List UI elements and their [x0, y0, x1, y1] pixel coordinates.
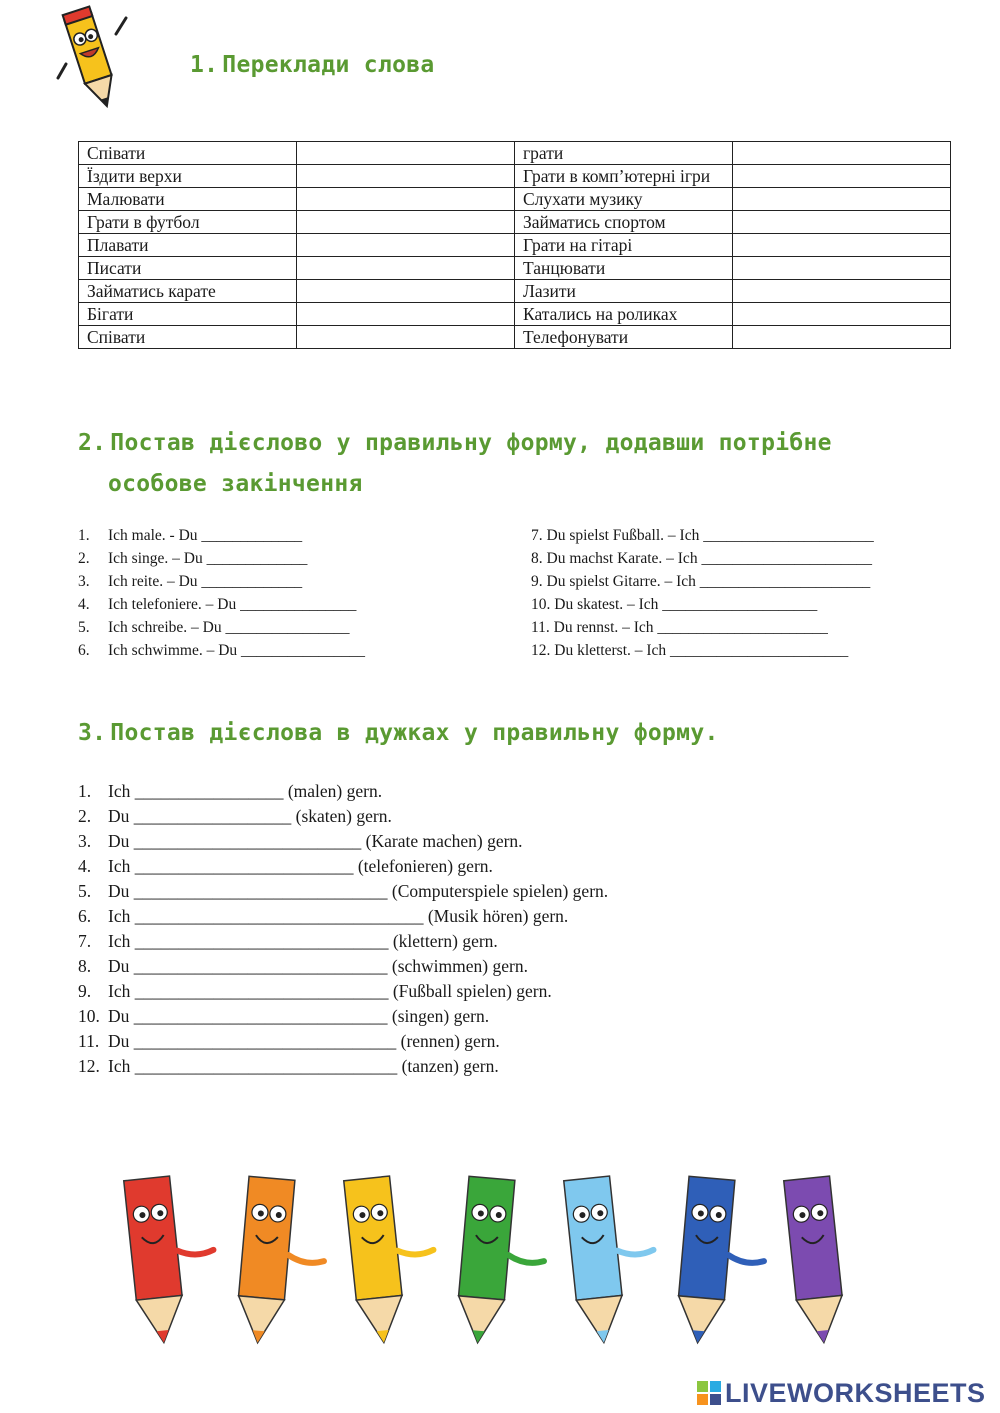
word-cell: Катались на роликах	[515, 303, 733, 326]
pencil-characters-illustration	[100, 1158, 870, 1353]
item-text: 12. Du kletterst. – Ich _______________________	[531, 642, 849, 659]
item-text: Ich ______________________________ (tanzen) gern.	[108, 1056, 499, 1076]
exercise-item[interactable]	[78, 1004, 608, 1029]
section-3-heading: 3. Постав дієслова в дужках у правильну форму.	[78, 720, 719, 746]
translation-answer-cell[interactable]	[733, 142, 951, 165]
liveworksheets-logo-icon	[697, 1381, 721, 1405]
exercise-item[interactable]	[531, 616, 874, 639]
word-cell: Лазити	[515, 280, 733, 303]
item-text: Ich _________________________________ (Musik hören) gern.	[108, 906, 569, 926]
word-cell: Грати в футбол	[79, 211, 297, 234]
item-number: 5.	[78, 881, 92, 901]
item-number: 6.	[78, 906, 92, 926]
item-text: Ich schwimme. – Du ________________	[108, 642, 366, 659]
exercise-item[interactable]	[78, 879, 608, 904]
translation-answer-cell[interactable]	[297, 257, 515, 280]
exercise-item[interactable]	[78, 779, 608, 804]
item-number: 12.	[78, 1056, 100, 1076]
translation-answer-cell[interactable]	[733, 165, 951, 188]
item-number: 3.	[78, 831, 92, 851]
pencil-mascot-icon	[56, 4, 130, 116]
item-text: 9. Du spielst Gitarre. – Ich ______________________	[531, 573, 871, 590]
item-text: Du __________________ (skaten) gern.	[108, 806, 392, 826]
liveworksheets-brand[interactable]	[697, 1378, 986, 1408]
item-text: Ich _________________ (malen) gern.	[108, 781, 383, 801]
translation-answer-cell[interactable]	[297, 280, 515, 303]
exercise-item[interactable]	[78, 524, 365, 547]
table-row	[79, 280, 951, 303]
item-number: 8.	[78, 956, 92, 976]
pencil-character	[675, 1176, 771, 1348]
table-row	[79, 165, 951, 188]
pencil-character	[344, 1172, 443, 1345]
translation-answer-cell[interactable]	[297, 326, 515, 349]
brand-name: LIVEWORKSHEETS	[725, 1377, 986, 1408]
table-row	[79, 142, 951, 165]
item-number: 10.	[78, 1006, 100, 1026]
pencil-character	[235, 1176, 331, 1348]
exercise-item[interactable]	[531, 524, 874, 547]
exercise-item[interactable]	[531, 547, 874, 570]
exercise-item[interactable]	[78, 639, 365, 662]
item-text: Ich telefoniere. – Du _______________	[108, 596, 357, 613]
exercise-3-list	[78, 779, 608, 1079]
exercise-item[interactable]	[78, 904, 608, 929]
item-text: 8. Du machst Karate. – Ich ______________________	[531, 550, 872, 567]
translation-answer-cell[interactable]	[733, 326, 951, 349]
exercise-item[interactable]	[78, 1054, 608, 1079]
word-cell: Займатись спортом	[515, 211, 733, 234]
exercise-item[interactable]	[78, 593, 365, 616]
word-cell: Телефонувати	[515, 326, 733, 349]
translation-answer-cell[interactable]	[733, 211, 951, 234]
item-number: 2.	[78, 806, 92, 826]
translation-answer-cell[interactable]	[297, 303, 515, 326]
pencil-character	[124, 1172, 223, 1345]
exercise-2-right-list	[531, 524, 874, 662]
translation-answer-cell[interactable]	[297, 188, 515, 211]
exercise-item[interactable]	[78, 829, 608, 854]
item-text: Du _____________________________ (singen) gern.	[108, 1006, 490, 1026]
exercise-2-left-list	[78, 524, 365, 662]
item-number: 7.	[78, 931, 92, 951]
table-row	[79, 188, 951, 211]
word-cell: Грати на гітарі	[515, 234, 733, 257]
item-number: 1.	[78, 781, 92, 801]
translation-answer-cell[interactable]	[733, 188, 951, 211]
item-text: Du _____________________________ (schwimmen) gern.	[108, 956, 528, 976]
item-number: 9.	[78, 981, 92, 1001]
exercise-item[interactable]	[78, 979, 608, 1004]
vocabulary-table	[78, 141, 951, 349]
table-row	[79, 326, 951, 349]
word-cell: Бігати	[79, 303, 297, 326]
exercise-item[interactable]	[78, 929, 608, 954]
translation-answer-cell[interactable]	[733, 234, 951, 257]
word-cell: Малювати	[79, 188, 297, 211]
item-text: Du ______________________________ (rennen) gern.	[108, 1031, 500, 1051]
item-text: Ich _____________________________ (klettern) gern.	[108, 931, 498, 951]
word-cell: Співати	[79, 142, 297, 165]
item-text: Ich _____________________________ (Fußball spielen) gern.	[108, 981, 552, 1001]
word-cell: Танцювати	[515, 257, 733, 280]
item-number: 5.	[78, 619, 90, 636]
exercise-item[interactable]	[78, 616, 365, 639]
table-row	[79, 257, 951, 280]
item-text: 11. Du rennst. – Ich ______________________	[531, 619, 828, 636]
pencil-character	[455, 1176, 551, 1348]
item-number: 4.	[78, 856, 92, 876]
translation-answer-cell[interactable]	[297, 211, 515, 234]
translation-answer-cell[interactable]	[297, 142, 515, 165]
translation-answer-cell[interactable]	[733, 303, 951, 326]
translation-answer-cell[interactable]	[733, 280, 951, 303]
exercise-item[interactable]	[78, 804, 608, 829]
word-cell: Грати в комп’ютерні ігри	[515, 165, 733, 188]
pencil-character	[784, 1176, 847, 1345]
exercise-item[interactable]	[78, 570, 365, 593]
exercise-item[interactable]	[531, 639, 874, 662]
translation-answer-cell[interactable]	[297, 234, 515, 257]
item-text: Ich schreibe. – Du ________________	[108, 619, 350, 636]
pencil-character	[564, 1172, 663, 1345]
exercise-item[interactable]	[531, 593, 874, 616]
item-text: Du __________________________ (Karate machen) gern.	[108, 831, 523, 851]
item-text: 7. Du spielst Fußball. – Ich ______________________	[531, 527, 874, 544]
item-text: 10. Du skatest. – Ich ____________________	[531, 596, 818, 613]
word-cell: Плавати	[79, 234, 297, 257]
item-number: 1.	[78, 527, 90, 544]
word-cell: Співати	[79, 326, 297, 349]
item-text: Du _____________________________ (Computerspiele spielen) gern.	[108, 881, 609, 901]
item-text: Ich singe. – Du _____________	[108, 550, 308, 567]
item-number: 2.	[78, 550, 90, 567]
word-cell: грати	[515, 142, 733, 165]
word-cell: Слухати музику	[515, 188, 733, 211]
exercise-item[interactable]	[531, 570, 874, 593]
item-text: Ich _________________________ (telefonieren) gern.	[108, 856, 493, 876]
exercise-item[interactable]	[78, 954, 608, 979]
item-number: 11.	[78, 1031, 100, 1051]
exercise-item[interactable]	[78, 854, 608, 879]
table-row	[79, 234, 951, 257]
exercise-item[interactable]	[78, 547, 365, 570]
word-cell: Їздити верхи	[79, 165, 297, 188]
section-1-heading: 1. Переклади слова	[190, 52, 435, 78]
translation-answer-cell[interactable]	[297, 165, 515, 188]
item-text: Ich male. - Du _____________	[108, 527, 303, 544]
exercise-item[interactable]	[78, 1029, 608, 1054]
item-number: 3.	[78, 573, 90, 590]
word-cell: Займатись карате	[79, 280, 297, 303]
word-cell: Писати	[79, 257, 297, 280]
translation-answer-cell[interactable]	[733, 257, 951, 280]
table-row	[79, 211, 951, 234]
item-text: Ich reite. – Du _____________	[108, 573, 303, 590]
item-number: 6.	[78, 642, 90, 659]
item-number: 4.	[78, 596, 90, 613]
table-row	[79, 303, 951, 326]
section-2-heading: 2. Постав дієслово у правильну форму, додавши потрібне особове закінчення	[78, 430, 832, 497]
